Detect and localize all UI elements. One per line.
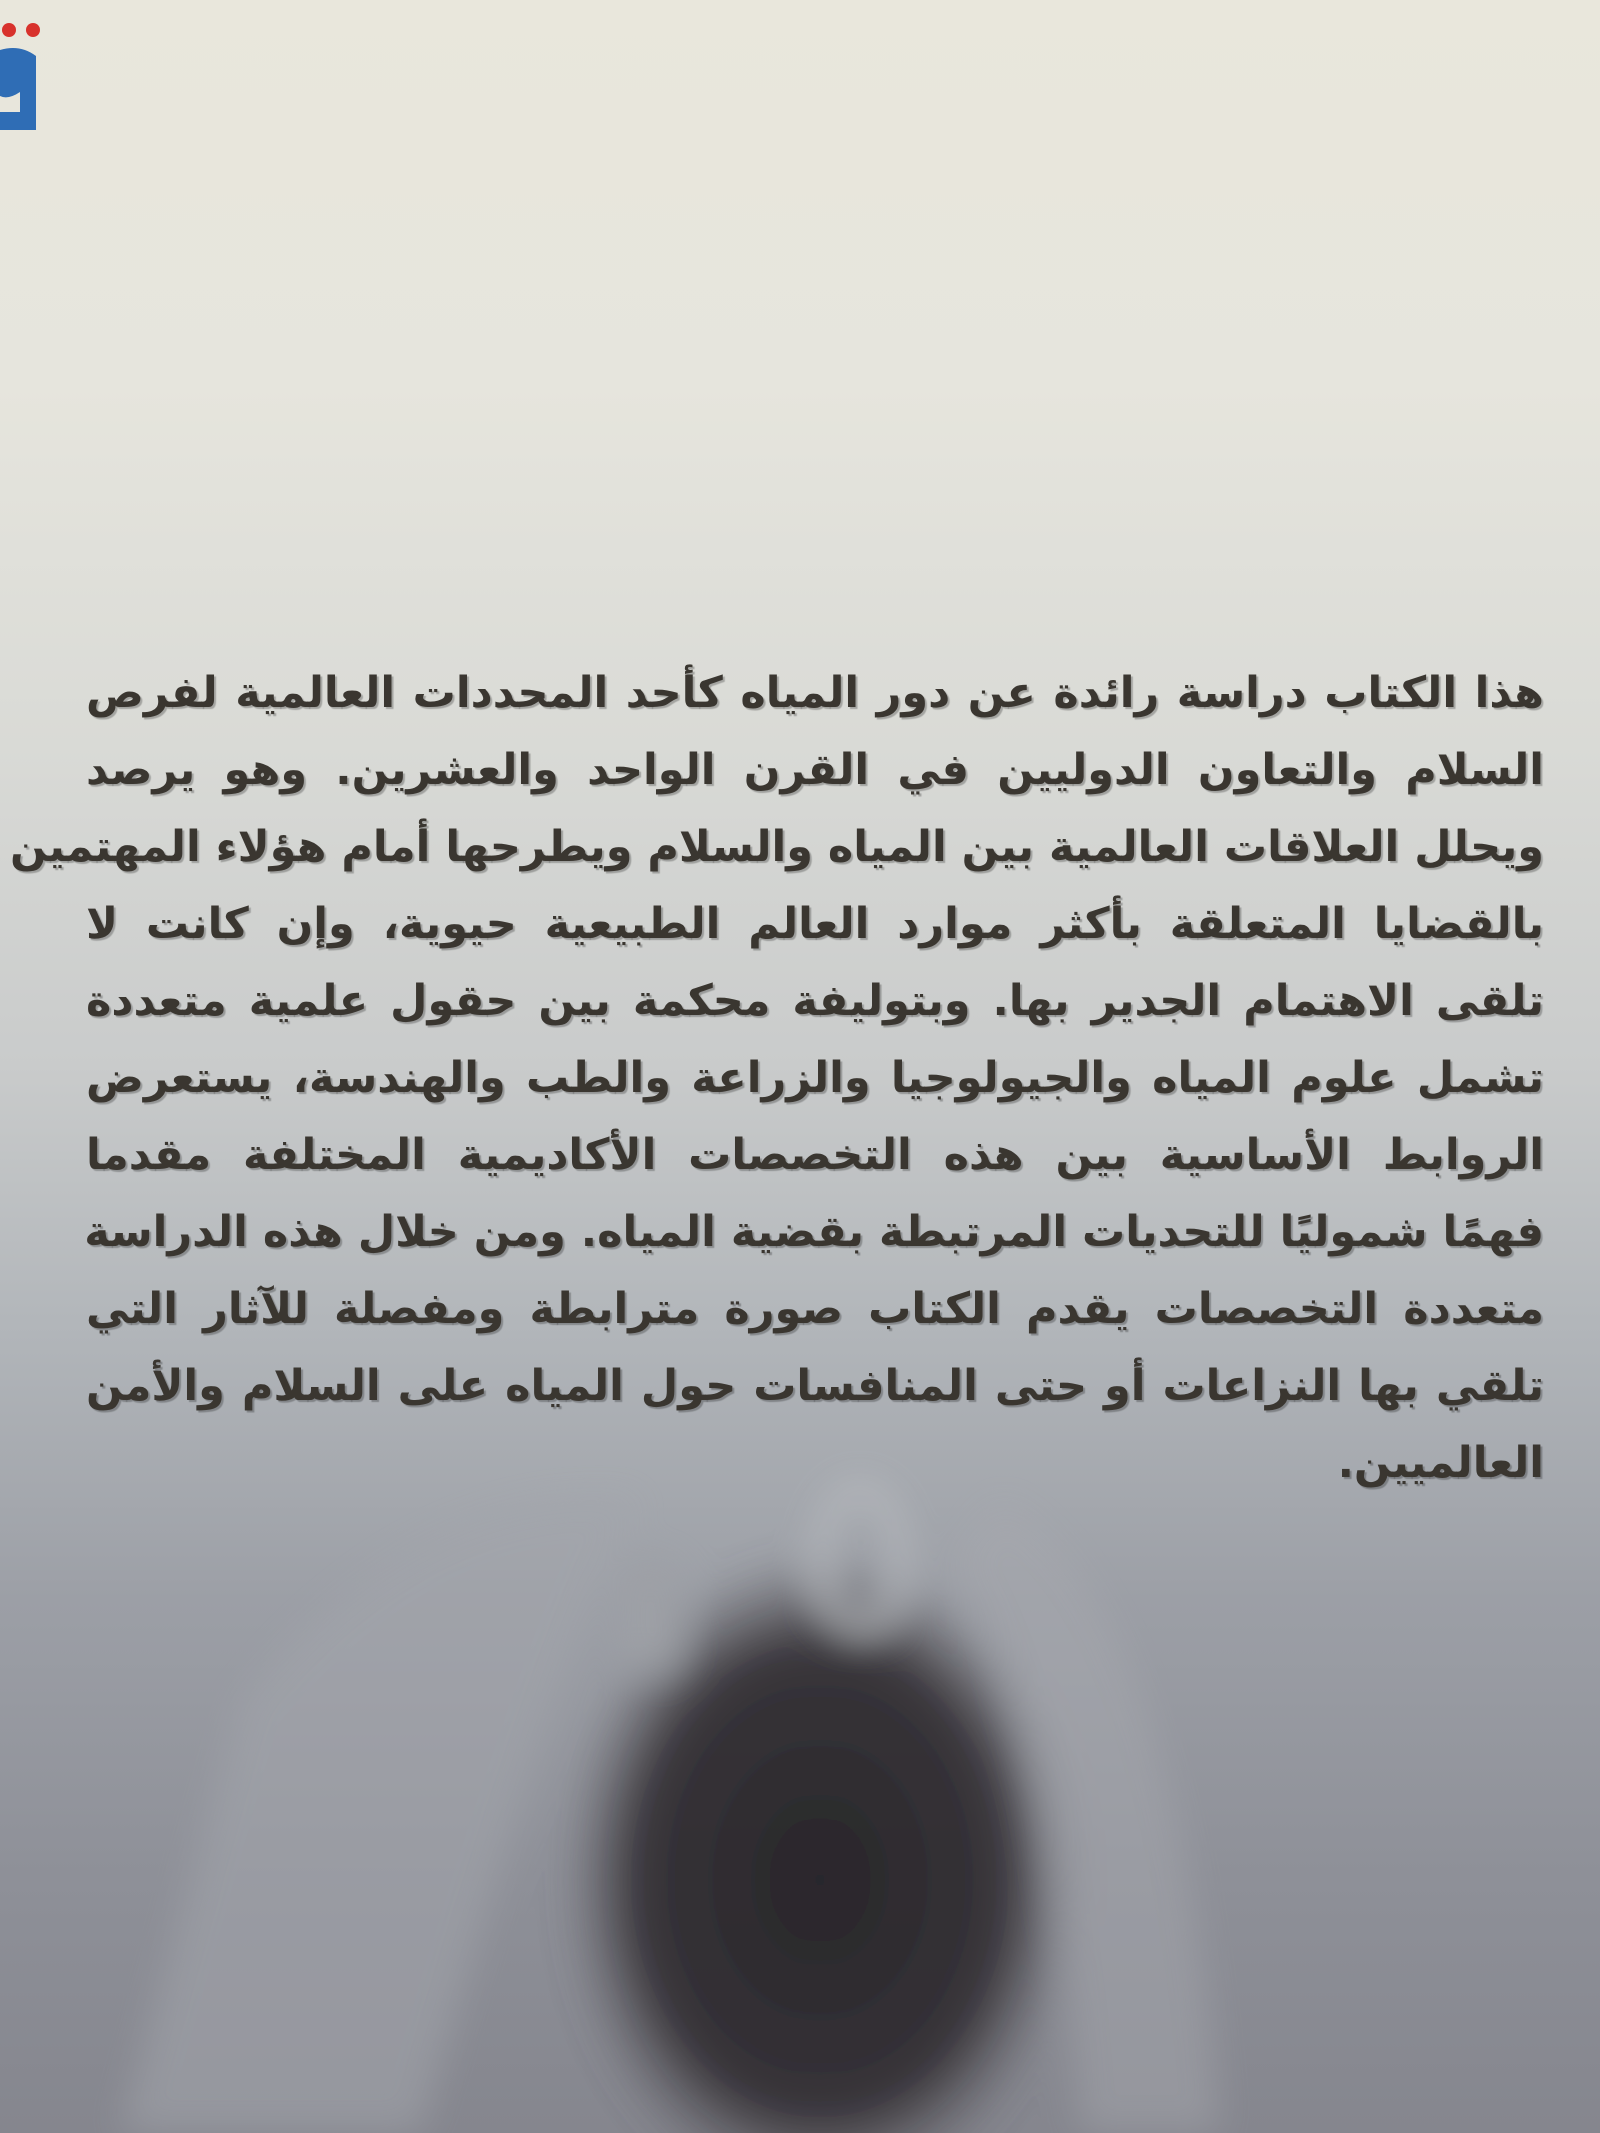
blurb-line: تلقي بها النزاعات أو حتى المنافسات حول المياه على السلام والأمن — [86, 1361, 1544, 1411]
blurb-line: متعددة التخصصات يقدم الكتاب صورة مترابطة ومفصلة للآثار التي — [86, 1284, 1544, 1334]
blurb-line: العالميين. — [1337, 1438, 1544, 1488]
blurb-line: تلقى الاهتمام الجدير بها. وبتوليفة محكمة بين حقول علمية متعددة — [86, 976, 1544, 1026]
blurb-line: تشمل علوم المياه والجيولوجيا والزراعة والطب والهندسة، يستعرض — [86, 1053, 1544, 1103]
back-cover-blurb — [9, 655, 1544, 1502]
blurb-line: بالقضايا المتعلقة بأكثر موارد العالم الطبيعية حيوية، وإن كانت لا — [86, 899, 1544, 949]
blurb-line: السلام والتعاون الدوليين في القرن الواحد والعشرين. وهو يرصد — [86, 745, 1544, 795]
blurb-line: الروابط الأساسية بين هذه التخصصات الأكاديمية المختلفة مقدما — [86, 1130, 1544, 1180]
blurb-line: هذا الكتاب دراسة رائدة عن دور المياه كأحد المحددات العالمية لفرص — [86, 668, 1544, 718]
blurb-line: ويحلل العلاقات العالمية بين المياه والسلام ويطرحها أمام هؤلاء المهتمين — [9, 822, 1544, 872]
blurb-line: فهمًا شموليًا للتحديات المرتبطة بقضية المياه. ومن خلال هذه الدراسة — [84, 1207, 1544, 1257]
publisher-logo — [0, 0, 40, 140]
